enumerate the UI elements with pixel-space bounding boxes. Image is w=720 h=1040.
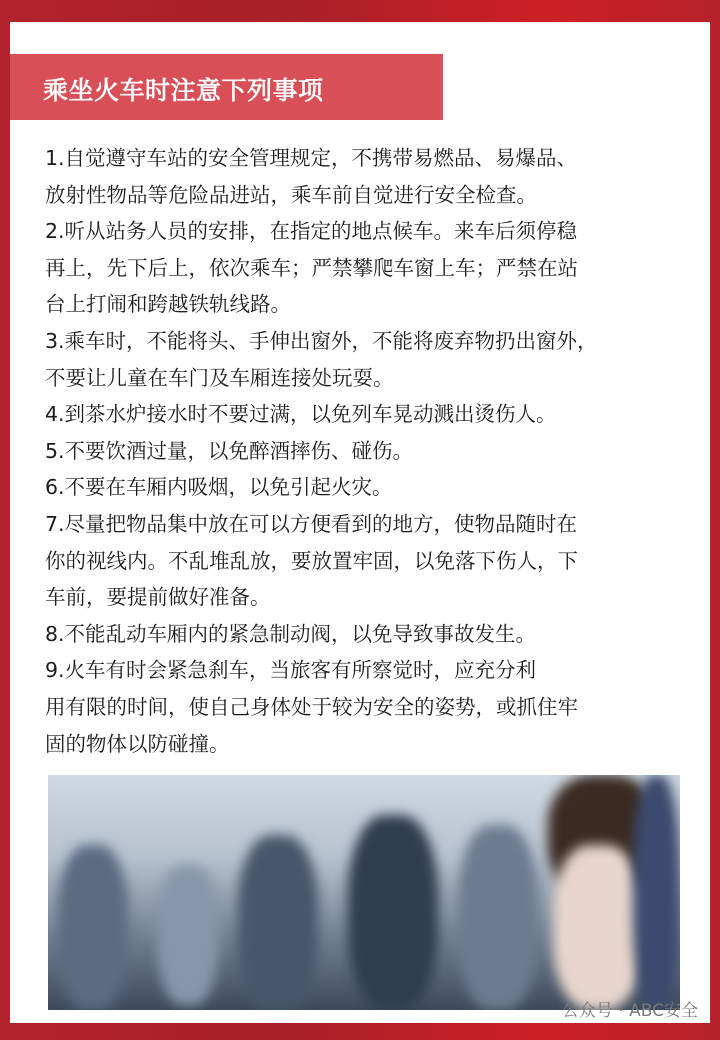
notice-item-line: 4.到茶水炉接水时不要过满，以免列车晃动溅出烫伤人。	[45, 402, 557, 427]
notice-item-line: 2.听从站务人员的安排，在指定的地点候车。来车后须停稳	[45, 219, 578, 244]
notice-item	[45, 652, 695, 762]
notice-item	[45, 469, 695, 506]
notice-item-line: 3.乘车时，不能将头、手伸出窗外，不能将废弃物扔出窗外，	[45, 328, 598, 353]
notice-item-line: 车前，要提前做好准备。	[45, 585, 271, 610]
notice-item-line: 台上打闹和跨越铁轨线路。	[45, 292, 291, 317]
notice-item	[45, 323, 695, 396]
notice-item-line: 你的视线内。不乱堆乱放，要放置牢固，以免落下伤人，下	[45, 548, 578, 573]
notice-item	[45, 506, 695, 616]
notice-item-line: 1.自觉遵守车站的安全管理规定，不携带易燃品、易爆品、	[45, 146, 578, 170]
notice-item-line: 再上，先下后上，依次乘车；严禁攀爬车窗上车；严禁在站	[45, 255, 578, 280]
page-title: 乘坐火车时注意下列事项	[43, 76, 324, 105]
notice-item-line: 固的物体以防碰撞。	[45, 731, 230, 756]
notice-item-line: 6.不要在车厢内吸烟，以免引起火灾。	[45, 475, 393, 500]
notice-list	[45, 140, 695, 762]
notice-item-line: 5.不要饮酒过量，以免醉酒摔伤、碰伤。	[45, 438, 414, 463]
notice-item-line: 8.不能乱动车厢内的紧急制动阀，以免导致事故发生。	[45, 621, 537, 646]
train-cabin-photo	[48, 775, 680, 1010]
notice-item	[45, 433, 695, 470]
notice-item-line: 7.尽量把物品集中放在可以方便看到的地方，使物品随时在	[45, 511, 578, 536]
notice-item	[45, 140, 695, 213]
watermark: 公众号 · ABC安全	[561, 1001, 698, 1021]
notice-item-line: 不要让儿童在车门及车厢连接处玩耍。	[45, 365, 394, 390]
notice-item-line: 9.火车有时会紧急刹车，当旅客有所察觉时，应充分利	[45, 658, 537, 683]
notice-item-line: 放射性物品等危险品进站，乘车前自觉进行安全检查。	[45, 182, 537, 207]
notice-item-line: 用有限的时间，使自己身体处于较为安全的姿势，或抓住牢	[45, 694, 578, 719]
notice-item	[45, 213, 695, 323]
notice-item	[45, 616, 695, 653]
title-banner	[10, 54, 443, 120]
notice-item	[45, 396, 695, 433]
notice-card	[10, 22, 710, 1023]
